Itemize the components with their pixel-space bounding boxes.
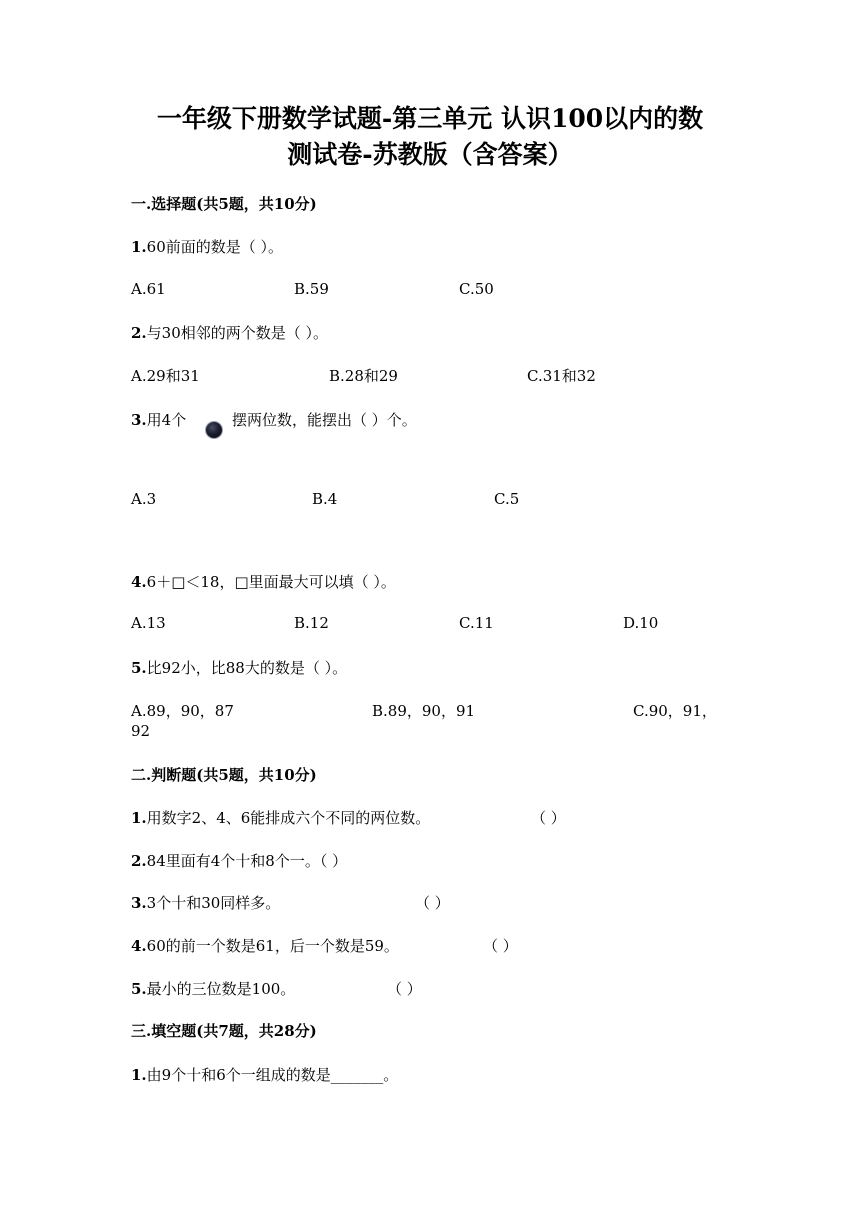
option-b: B.59 — [294, 280, 329, 298]
option-c: C.31和32 — [527, 367, 596, 385]
question-5 — [131, 657, 347, 678]
question-2 — [131, 322, 328, 343]
item-text: 60的前一个数是61，后一个数是59。 — [146, 937, 399, 955]
item-number: 4. — [131, 937, 147, 955]
judgement-item-1 — [131, 807, 430, 828]
question-text: 比92小，比88大的数是（ ）。 — [146, 659, 348, 677]
item-number: 3. — [131, 894, 147, 912]
question-1 — [131, 236, 283, 257]
fill-in-question-1 — [131, 1064, 398, 1085]
option-b: B.28和29 — [329, 367, 398, 385]
item-text: 最小的三位数是100。 — [146, 980, 296, 998]
answer-bracket: （ ） — [483, 937, 518, 955]
question-number: 5. — [131, 659, 147, 677]
question-text: 6＋□＜18，□里面最大可以填（ ）。 — [146, 573, 396, 591]
question-3-continuation: 摆两位数，能摆出（ ）个。 — [232, 411, 417, 429]
option-c-wrap: 92 — [131, 722, 151, 740]
option-b: B.89，90，91 — [372, 702, 476, 720]
option-a: A.13 — [131, 614, 166, 632]
question-text: 与30相邻的两个数是（ ）。 — [146, 324, 329, 342]
answer-bracket: （ ） — [387, 980, 422, 998]
option-c: C.90，91， — [633, 702, 717, 720]
question-number: 1. — [131, 1066, 147, 1084]
question-number: 1. — [131, 238, 147, 256]
section-heading-fill-in: 三.填空题(共7题，共28分) — [131, 1022, 317, 1040]
question-3 — [131, 409, 186, 430]
item-number: 1. — [131, 809, 147, 827]
item-text: 3个十和30同样多。 — [146, 894, 281, 912]
option-a: A.61 — [131, 280, 166, 298]
item-text: 用数字2、4、6能排成六个不同的两位数。 — [146, 809, 431, 827]
item-number: 2. — [131, 852, 147, 870]
option-c: C.5 — [494, 490, 520, 508]
item-text: 84里面有4个十和8个一。（ ） — [146, 852, 348, 870]
question-number: 4. — [131, 573, 147, 591]
judgement-item-4 — [131, 935, 399, 956]
option-a: A.3 — [131, 490, 157, 508]
section-heading-choice: 一.选择题(共5题，共10分) — [131, 195, 317, 213]
option-b: B.4 — [312, 490, 338, 508]
judgement-item-5 — [131, 978, 295, 999]
judgement-item-2 — [131, 850, 347, 871]
question-number: 3. — [131, 411, 147, 429]
question-4 — [131, 571, 396, 592]
option-c: C.11 — [459, 614, 494, 632]
question-text: 由9个十和6个一组成的数是_______。 — [146, 1066, 399, 1084]
section-heading-judgement: 二.判断题(共5题，共10分) — [131, 766, 317, 784]
bead-image — [206, 422, 222, 438]
document-title-line-2: 测试卷-苏教版（含答案） — [287, 140, 573, 169]
document-title-line-1: 一年级下册数学试题-第三单元 认识100以内的数 — [156, 104, 704, 133]
option-a: A.29和31 — [131, 367, 200, 385]
answer-bracket: （ ） — [531, 809, 566, 827]
question-text: 60前面的数是（ ）。 — [146, 238, 284, 256]
option-c: C.50 — [459, 280, 494, 298]
option-b: B.12 — [294, 614, 329, 632]
judgement-item-3 — [131, 892, 280, 913]
answer-bracket: （ ） — [415, 894, 450, 912]
option-a: A.89，90，87 — [131, 702, 234, 720]
question-number: 2. — [131, 324, 147, 342]
item-number: 5. — [131, 980, 147, 998]
option-d: D.10 — [623, 614, 659, 632]
question-text-before: 用4个 — [146, 411, 187, 429]
